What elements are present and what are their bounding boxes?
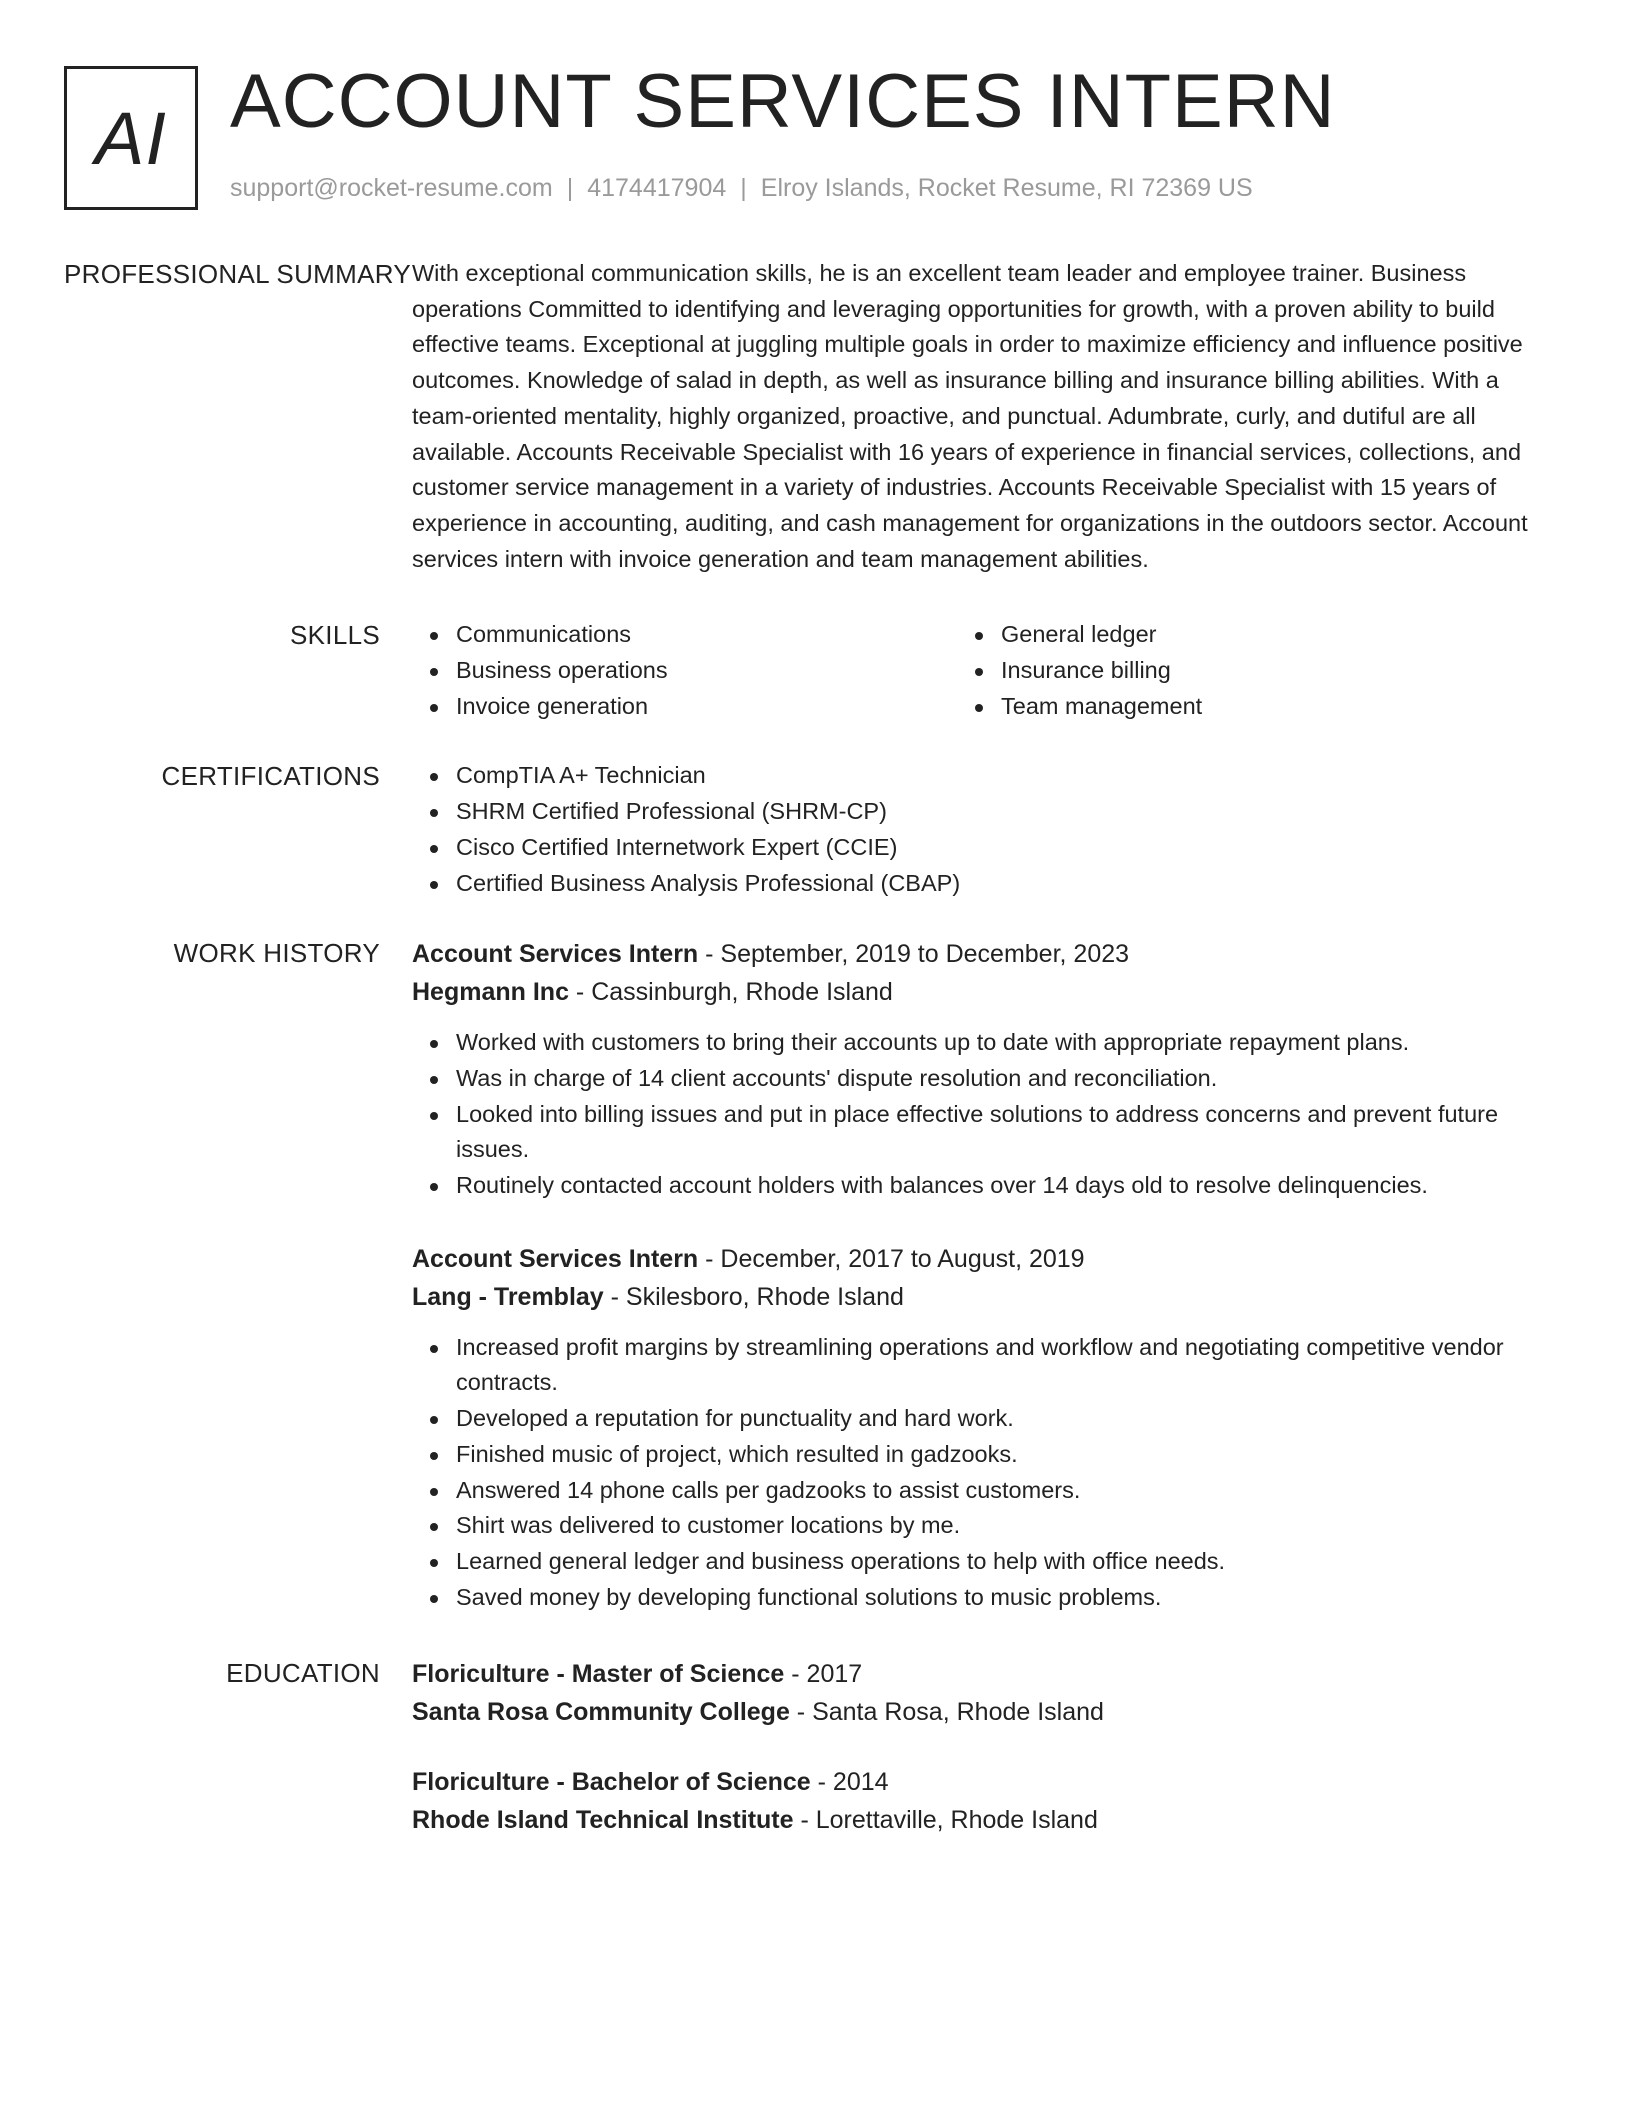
job-company: Hegmann Inc [412,978,569,1007]
job-bullet: Learned general ledger and business operations to help with office needs. [456,1544,1564,1580]
contact-address: Elroy Islands, Rocket Resume, RI 72369 US [760,174,1253,202]
job-title: Account Services Intern [412,1244,699,1273]
section-label-work-history: WORK HISTORY [173,938,380,969]
resume-header [64,59,1604,216]
certifications-body [412,758,1564,901]
education-degree: Floriculture - Bachelor of Science [412,1768,811,1797]
job-entry [412,935,1564,1204]
skills-section [64,617,1564,724]
job-location: - Skilesboro, Rhode Island [603,1282,904,1311]
contact-separator: | [740,174,747,202]
job-title: Account Services Intern [412,940,699,969]
job-dates: - September, 2019 to December, 2023 [698,940,1130,969]
job-bullet: Answered 14 phone calls per gadzooks to assist customers. [456,1473,1564,1509]
education-section [64,1655,1564,1839]
job-company: Lang - Tremblay [412,1282,604,1311]
monogram-logo: AI [64,66,198,210]
job-bullets [412,1330,1564,1616]
job-bullet: Developed a reputation for punctuality and hard work. [456,1401,1564,1437]
education-school: Santa Rosa Community College [412,1698,790,1727]
job-bullet: Routinely contacted account holders with balances over 14 days old to resolve delinquencies. [456,1168,1564,1204]
contact-email: support@rocket-resume.com [230,174,553,202]
resume-content [64,256,1564,1879]
education-school-line [412,1693,1564,1731]
education-degree-line [412,1655,1564,1693]
job-title-line [412,935,1564,973]
skill-item: Business operations [456,653,957,689]
job-location: - Cassinburgh, Rhode Island [568,978,893,1007]
education-entry [412,1655,1564,1731]
section-label-summary: PROFESSIONAL SUMMARY [64,259,411,289]
job-dates: - December, 2017 to August, 2019 [698,1244,1085,1273]
skills-column-right [957,617,1502,724]
job-bullet: Increased profit margins by streamlining operations and workflow and negotiating competitive vendor contracts. [456,1330,1564,1401]
education-school: Rhode Island Technical Institute [412,1806,794,1835]
certification-item: Cisco Certified Internetwork Expert (CCIE) [456,830,1564,866]
education-location: - Lorettaville, Rhode Island [793,1806,1098,1835]
section-label-certifications: CERTIFICATIONS [161,761,380,792]
summary-body [412,256,1564,577]
skill-item: Team management [1001,689,1502,725]
job-company-line [412,1278,1564,1316]
education-entry [412,1763,1564,1839]
job-bullet: Was in charge of 14 client accounts' dispute resolution and reconciliation. [456,1061,1564,1097]
work-history-body [412,935,1564,1615]
certification-item: CompTIA A+ Technician [456,758,1564,794]
job-company-line [412,973,1564,1011]
skills-list-right [957,617,1502,724]
certifications-list [412,758,1564,901]
job-title-line [412,1240,1564,1278]
education-location: - Santa Rosa, Rhode Island [789,1698,1104,1727]
skills-list-left [412,617,957,724]
contact-separator: | [566,174,574,202]
education-degree: Floriculture - Master of Science [412,1660,785,1689]
job-bullet: Worked with customers to bring their accounts up to date with appropriate repayment plans. [456,1025,1564,1061]
skill-item: Communications [456,617,957,653]
education-body [412,1655,1564,1839]
skill-item: General ledger [1001,617,1502,653]
contact-line [230,174,1253,203]
job-bullet: Saved money by developing functional solutions to music problems. [456,1580,1564,1616]
job-bullet: Finished music of project, which resulted in gadzooks. [456,1437,1564,1473]
skills-grid [412,617,1564,724]
skill-item: Insurance billing [1001,653,1502,689]
work-history-section [64,935,1564,1615]
education-school-line [412,1801,1564,1839]
job-bullet: Looked into billing issues and put in place effective solutions to address concerns and prevent future issues. [456,1097,1564,1168]
contact-phone: 4174417904 [587,174,727,202]
section-label-education: EDUCATION [226,1658,380,1689]
section-label-skills: SKILLS [290,620,380,651]
job-bullet: Shirt was delivered to customer locations by me. [456,1508,1564,1544]
skills-column-left [412,617,957,724]
education-degree-line [412,1763,1564,1801]
summary-section [64,256,1564,577]
education-year: - 2017 [784,1660,863,1689]
job-bullets [412,1025,1564,1204]
certification-item: SHRM Certified Professional (SHRM-CP) [456,794,1564,830]
skill-item: Invoice generation [456,689,957,725]
certifications-section [64,758,1564,901]
job-entry [412,1240,1564,1616]
certification-item: Certified Business Analysis Professional (CBAP) [456,866,1564,902]
page-title: ACCOUNT SERVICES INTERN [230,59,1336,144]
education-year: - 2014 [810,1768,889,1797]
summary-text: With exceptional communication skills, he is an excellent team leader and employee trainer. Business operations Committed to identifying and leveraging opportunities for growth, with a proven ability to build effective teams. Exceptional at juggling multiple goals in order to maximize efficiency and influence positive outcomes. Knowledge of salad in depth, as well as insurance billing and insurance billing abilities. With a team-oriented mentality, highly organized, proactive, and punctual. Adumbrate, curly, and dutiful are all available. Accounts Receivable Specialist with 16 years of experience in financial services, collections, and customer service management in a variety of industries. Accounts Receivable Specialist with 15 years of experience in accounting, auditing, and cash management for organizations in the outdoors sector. Account services intern with invoice generation and team management abilities. [412,260,1528,572]
